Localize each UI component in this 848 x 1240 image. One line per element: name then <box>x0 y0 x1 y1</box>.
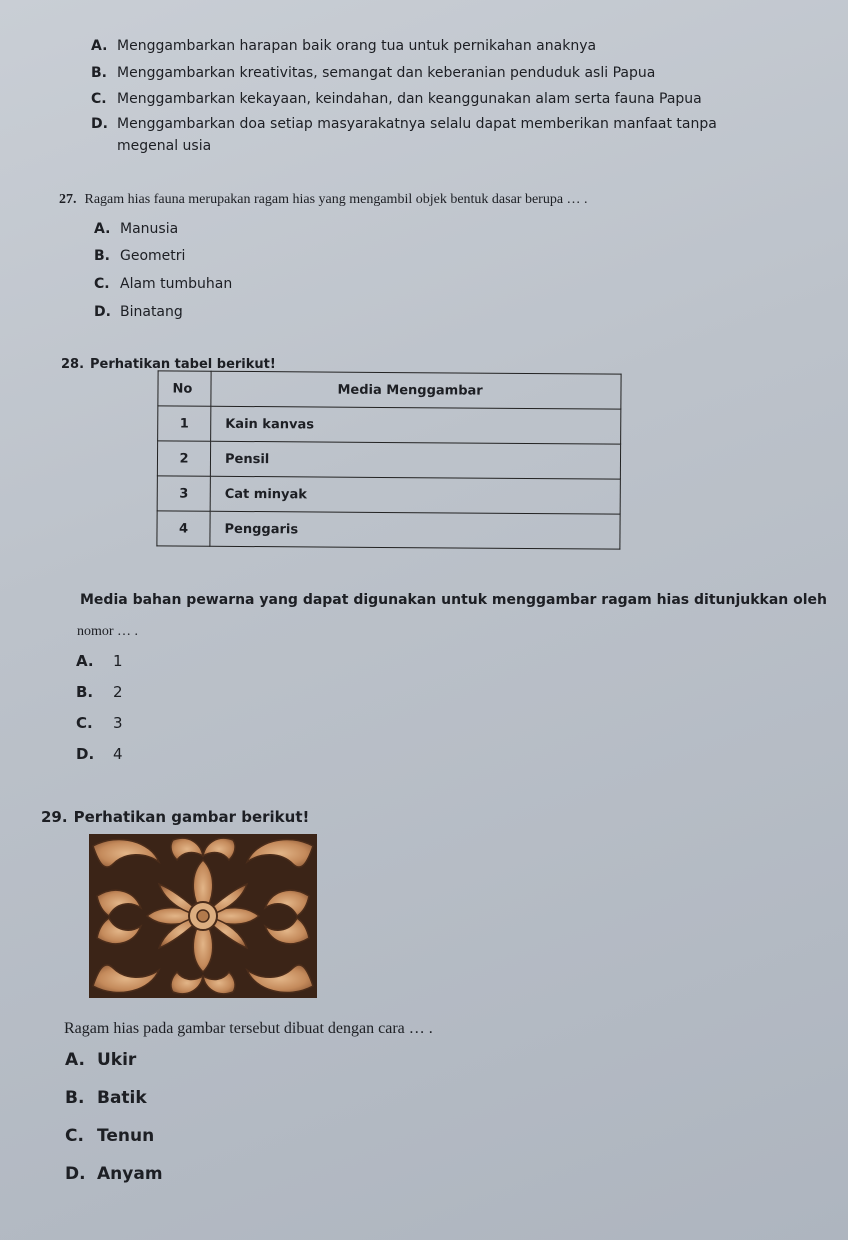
q28-question: Media bahan pewarna yang dapat digunakan untuk menggambar ragam hias ditunjukkan oleh <box>80 592 827 608</box>
q27-option-d: D. Binatang <box>94 304 183 320</box>
table-row: 3 Cat minyak <box>157 476 620 514</box>
q27-question: 27. Ragam hias fauna merupakan ragam hias yang mengambil objek bentuk dasar berupa … . <box>59 192 588 207</box>
q26-option-d-continued: megenal usia <box>117 138 212 154</box>
q29-intro: 29. Perhatikan gambar berikut! <box>41 808 310 826</box>
media-table <box>156 370 621 549</box>
q28-number: 28. <box>61 357 85 372</box>
q26-option-c: C. Menggambarkan kekayaan, keindahan, dan keanggunakan alam serta fauna Papua <box>91 91 702 107</box>
q27-option-b: B. Geometri <box>94 248 186 264</box>
q29-option-c: C. Tenun <box>65 1126 155 1146</box>
q29-question: Ragam hias pada gambar tersebut dibuat dengan cara … . <box>64 1020 433 1037</box>
q27-option-a: A. Manusia <box>94 221 179 237</box>
q29-option-d: D. Anyam <box>65 1164 163 1184</box>
table-row: 4 Penggaris <box>157 511 620 549</box>
wood-carving-image <box>89 834 317 998</box>
table-row: 1 Kain kanvas <box>158 406 621 444</box>
q28-option-c: C. 3 <box>76 714 123 732</box>
table-row: 2 Pensil <box>157 441 620 479</box>
q26-option-a: A. Menggambarkan harapan baik orang tua untuk pernikahan anaknya <box>91 38 597 54</box>
q26-option-d: D. Menggambarkan doa setiap masyarakatnya selalu dapat memberikan manfaat tanpa <box>91 116 717 132</box>
table-header-no: No <box>158 371 211 406</box>
q29-option-b: B. Batik <box>65 1088 147 1108</box>
table-header-row <box>158 371 621 409</box>
q28-option-d: D. 4 <box>76 745 123 763</box>
q28-option-a: A. 1 <box>76 652 123 670</box>
q28-option-b: B. 2 <box>76 683 123 701</box>
q26-option-b: B. Menggambarkan kreativitas, semangat dan keberanian penduduk asli Papua <box>91 65 656 81</box>
q27-number: 27. <box>59 192 77 207</box>
q28-intro: 28. Perhatikan tabel berikut! <box>61 357 276 372</box>
q29-option-a: A. Ukir <box>65 1050 137 1070</box>
q28-question-continued: nomor … . <box>77 624 139 639</box>
q29-number: 29. <box>41 808 68 826</box>
q27-option-c: C. Alam tumbuhan <box>94 276 233 292</box>
carved-flower-icon <box>89 834 317 998</box>
table-header-media: Media Menggambar <box>211 371 621 409</box>
